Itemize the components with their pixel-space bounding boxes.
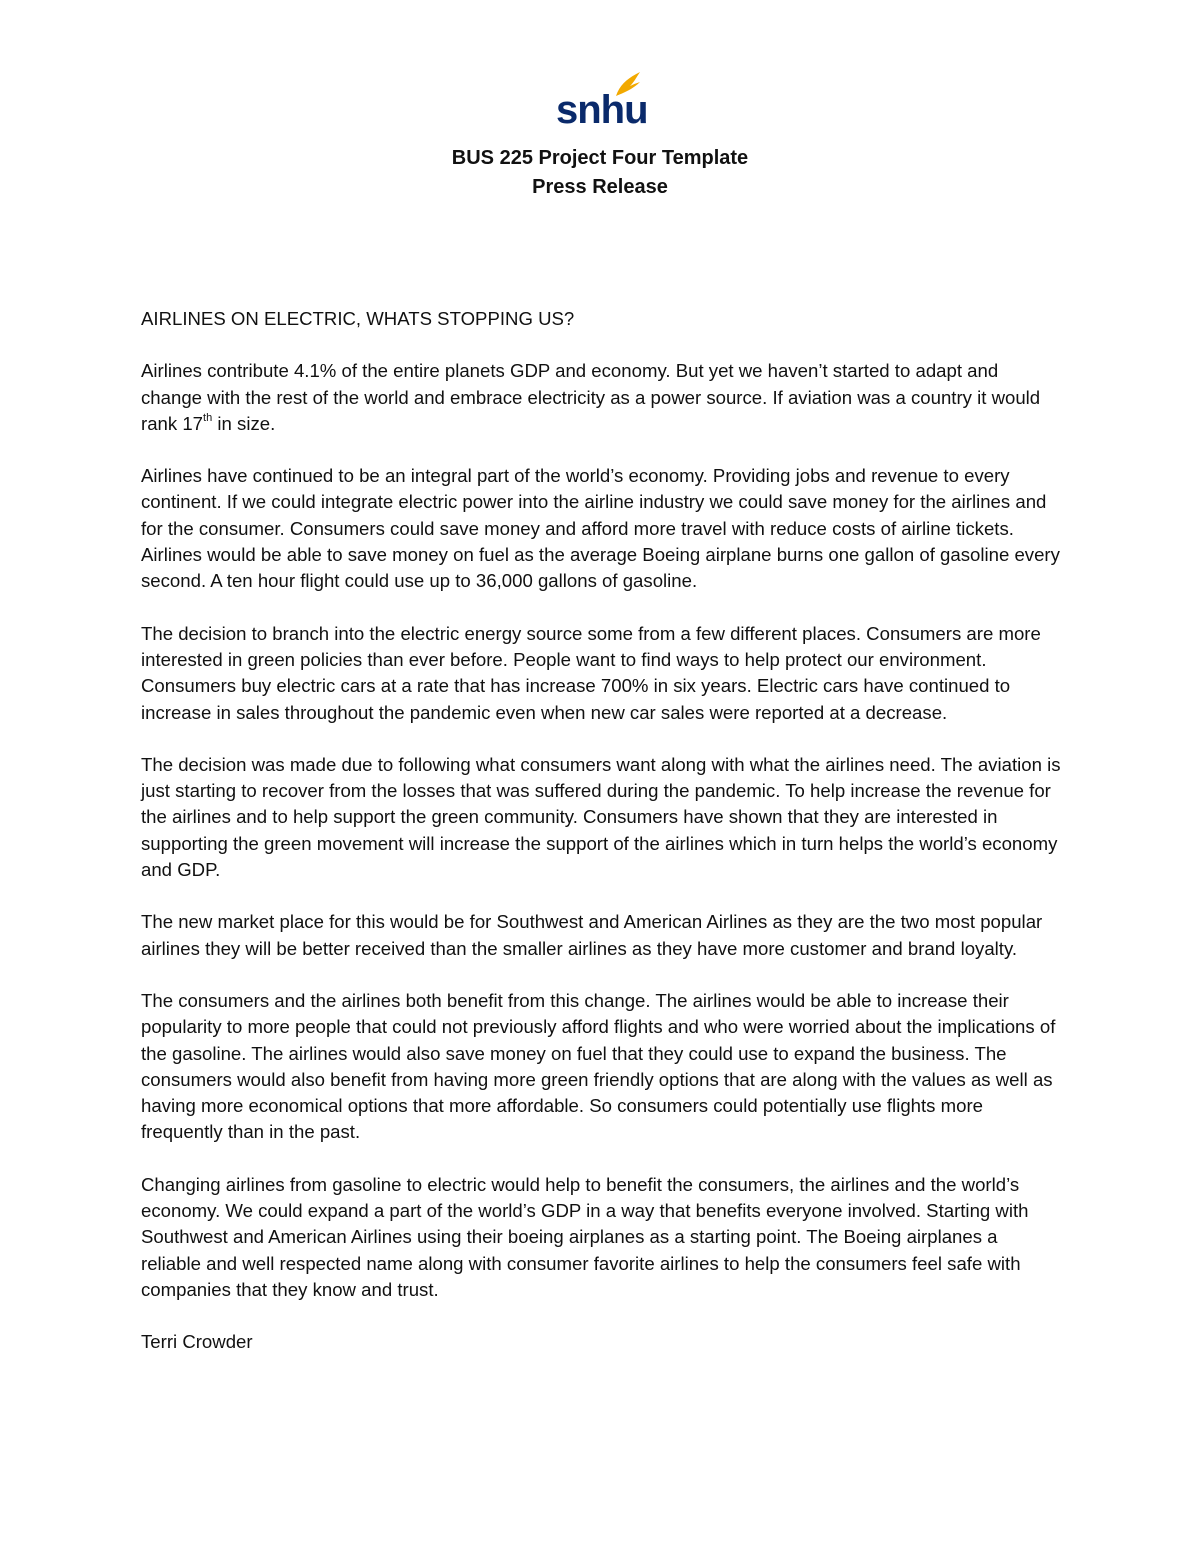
paragraph-1 xyxy=(141,358,1061,437)
author-name: Terri Crowder xyxy=(141,1331,253,1353)
document-subtitle: Press Release xyxy=(532,176,668,198)
document-header xyxy=(0,144,1200,202)
paragraph-3: The decision to branch into the electric energy source some from a few different places. Consumers are more interested in green policies than ever before. People want to find ways to help protect our environment. Consumers buy electric cars at a rate that has increase 700% in six years. Electric cars have continued to increase in sales throughout the pandemic even when new car sales were reported at a decrease. xyxy=(141,622,1041,723)
paragraph-1-text: Airlines contribute 4.1% of the entire planets GDP and economy. But yet we haven’t started to adapt and change with the rest of the world and embrace electricity as a power source. If aviation was a country it would rank 17 xyxy=(141,360,1041,434)
release-headline: AIRLINES ON ELECTRIC, WHATS STOPPING US? xyxy=(141,308,575,329)
paragraph-7: Changing airlines from gasoline to electric would help to benefit the consumers, the airlines and the world’s economy. We could expand a part of the world’s GDP in a way that benefits everyone involved. Starting with Southwest and American Airlines using their boeing airplanes as a starting point. The Boeing airplanes a reliable and well respected name along with consumer favorite airlines to help the consumers feel safe with companies that they know and trust. xyxy=(141,1173,1029,1300)
logo-wordmark: snhu xyxy=(556,88,648,132)
paragraph-5: The new market place for this would be for Southwest and American Airlines as they are the two most popular airlines they will be better received than the smaller airlines as they have more customer and brand loyalty. xyxy=(141,911,1043,959)
press-release-body xyxy=(141,306,1061,1382)
paragraph-2: Airlines have continued to be an integral part of the world’s economy. Providing jobs and revenue to every continent. If we could integrate electric power into the airline industry we could save money for the airlines and for the consumer. Consumers could save money and afford more travel with reduce costs of airline tickets. Airlines would be able to save money on fuel as the average Boeing airplane burns one gallon of gasoline every second. A ten hour flight could use up to 36,000 gallons of gasoline. xyxy=(141,465,1060,592)
paragraph-4: The decision was made due to following what consumers want along with what the airlines need. The aviation is just starting to recover from the losses that was suffered during the pandemic. To help increase the revenue for the airlines and to help support the green community. Consumers have shown that they are interested in supporting the green movement will increase the support of the airlines which in turn helps the world’s economy and GDP. xyxy=(141,753,1061,881)
paragraph-6: The consumers and the airlines both benefit from this change. The airlines would be able to increase their popularity to more people that could not previously afford flights and who were worried about the implications of the gasoline. The airlines would also save money on fuel that they could use to expand the business. The consumers would also benefit from having more green friendly options that are along with the values as well as having more economical options that more affordable. So consumers could potentially use flights more frequently than in the past. xyxy=(141,989,1056,1143)
paragraph-1-end: in size. xyxy=(212,412,276,434)
snhu-logo xyxy=(556,70,648,134)
document-title: BUS 225 Project Four Template xyxy=(451,147,749,169)
ordinal-suffix: th xyxy=(203,411,213,424)
